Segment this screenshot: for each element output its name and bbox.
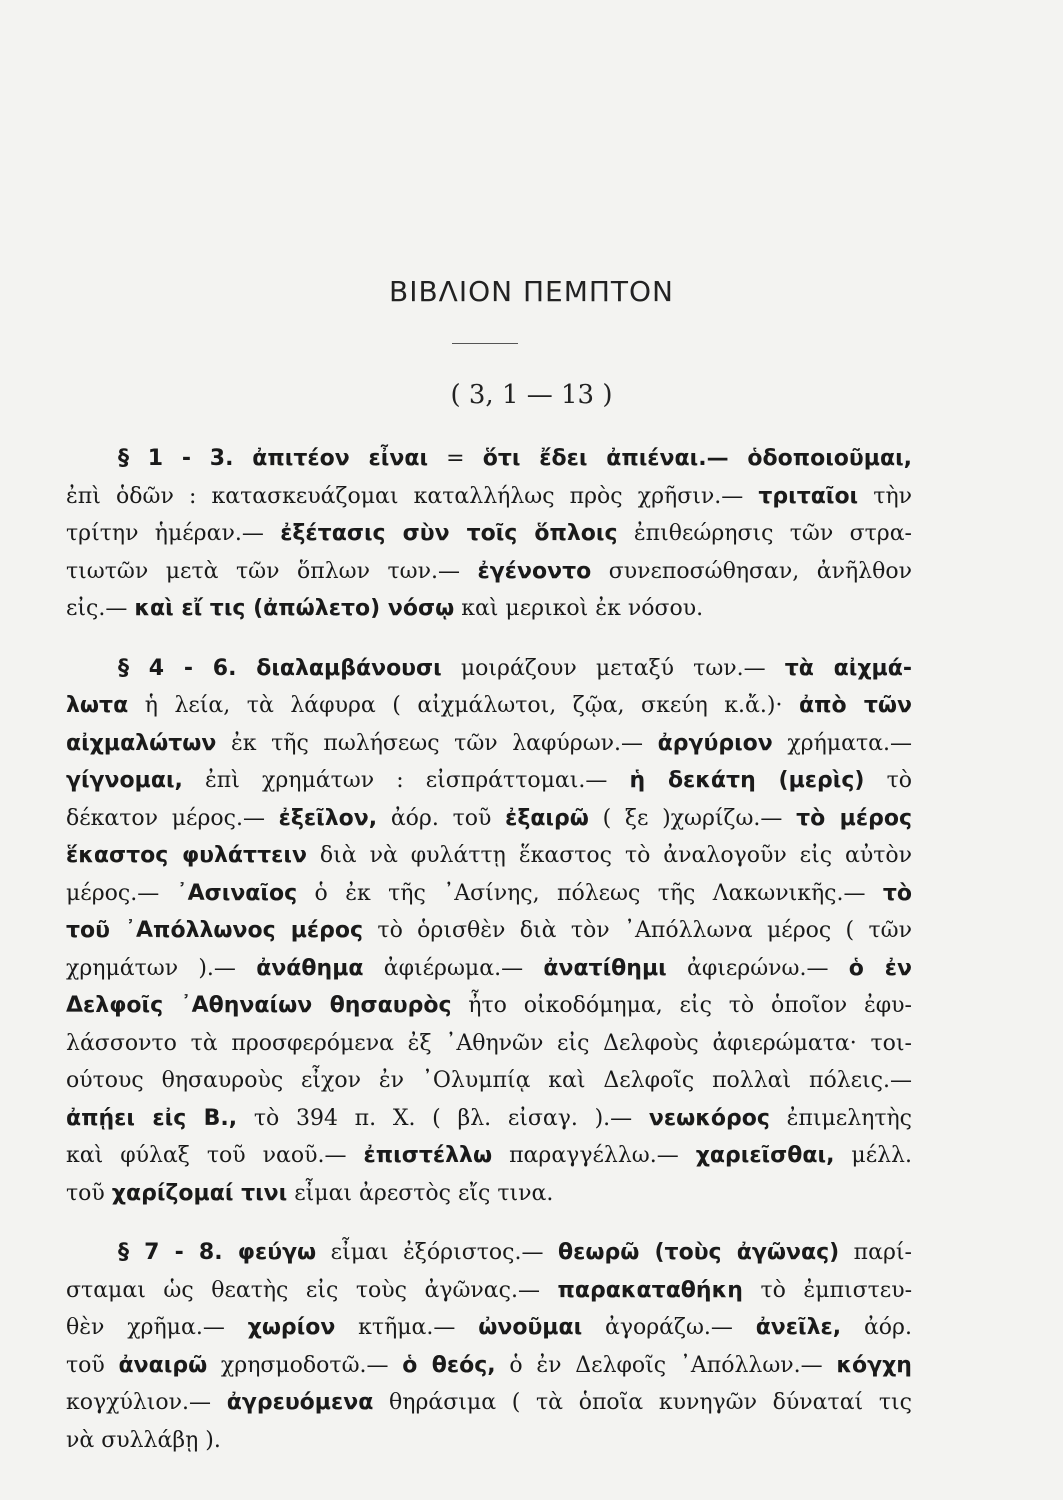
headword: ἐξεῖλον,: [278, 805, 378, 831]
gloss: ἀγοράζω.—: [582, 1315, 756, 1340]
headword: ἀνατίθημι: [543, 955, 667, 981]
headword: ἕκαστος φυλάττειν: [66, 843, 307, 868]
text-line: [66, 1025, 912, 1063]
headword: καὶ εἴ τις (ἀπώλετο) νόσῳ: [134, 596, 455, 621]
headword: Δελφοῖς ᾿Αθηναίων θησαυρὸς: [66, 993, 452, 1018]
headword: νεωκόρος: [648, 1105, 770, 1131]
text-line: [66, 1347, 912, 1385]
gloss: μέλλ.: [834, 1143, 912, 1168]
headword: ᾿Ασιναῖος: [176, 880, 298, 906]
headword: ἐξέτασις σὺν τοῖς ὅπλοις: [280, 521, 618, 546]
text-line: [66, 800, 912, 838]
headword: § 7 - 8. φεύγω: [118, 1240, 317, 1265]
headword: τοῦ ᾿Απόλλωνος μέρος: [66, 918, 364, 943]
text-line: [66, 687, 912, 725]
gloss: εἰς.—: [66, 596, 135, 621]
gloss: κογχύλιον.—: [66, 1390, 227, 1415]
text-line: [66, 1234, 912, 1272]
text-line: [66, 950, 912, 988]
headword: λωτα: [66, 693, 129, 718]
commentary-paragraph: [66, 1234, 912, 1459]
headword: τὸ μέρος: [796, 805, 912, 831]
text-line: [66, 1384, 912, 1422]
headword: ἀγρευόμενα: [226, 1390, 374, 1415]
headword: ἀπὸ τῶν: [799, 693, 912, 718]
headword: § 1 - 3.: [118, 446, 253, 471]
gloss: τιωτῶν μετὰ τῶν ὅπλων των.—: [66, 558, 478, 584]
gloss: μέρος.—: [66, 880, 177, 906]
gloss: χρησμοδοτῶ.—: [207, 1352, 403, 1378]
headword: γίγνομαι,: [66, 768, 183, 793]
gloss: τὸ 394 π. Χ. ( βλ. εἰσαγ. ).—: [237, 1105, 649, 1131]
chapter-range: ( 3, 1 — 13 ): [450, 380, 613, 410]
headword: τὸ: [882, 880, 912, 906]
gloss: μοιράζουν μεταξύ των.—: [441, 655, 785, 681]
gloss: ἐπιμελητὴς: [769, 1105, 912, 1131]
gloss: σταμαι ὡς θεατὴς εἰς τοὺς ἀγῶνας.—: [66, 1277, 558, 1303]
gloss: ούτους θησαυροὺς εἶχον ἐν ᾿Ολυμπίᾳ καὶ Δελφοῖς πολλαὶ πόλεις.—: [66, 1068, 912, 1093]
text-line: [66, 912, 912, 950]
gloss: δέκατον μέρος.—: [66, 805, 279, 831]
gloss: ἀφιέρωμα.—: [363, 955, 544, 981]
text-line: [66, 762, 912, 800]
headword: ὅτι ἔδει ἀπιέναι.— ὁδοποιοῦμαι,: [482, 446, 912, 471]
headword: ἀπῄει εἰς Β.,: [66, 1105, 238, 1131]
text-line: [66, 1137, 912, 1175]
gloss: εἶμαι ἐξόριστος.—: [316, 1240, 558, 1265]
commentary-paragraph: [66, 650, 912, 1213]
gloss: κτῆμα.—: [335, 1315, 479, 1340]
gloss: εἶμαι ἀρεστὸς εἴς τινα.: [287, 1180, 554, 1206]
gloss: ὁ ἐν Δελφοῖς ᾿Απόλλων.—: [495, 1352, 837, 1378]
text-line: [66, 515, 912, 553]
headword: ἀνάθημα: [256, 955, 364, 981]
headword: τὰ αἰχμά-: [784, 655, 912, 681]
gloss: ἐπὶ χρημάτων : εἰσπράττομαι.—: [182, 768, 630, 793]
gloss: παρί-: [839, 1240, 912, 1265]
headword: χωρίον: [247, 1315, 336, 1340]
text-line: [66, 440, 912, 478]
gloss: διὰ νὰ φυλάττῃ ἕκαστος τὸ ἀναλογοῦν εἰς αὐτὸν: [306, 843, 913, 868]
book-title: ΒΙΒΛΙΟΝ ΠΕΜΠΤΟΝ: [388, 275, 675, 308]
headword: ἡ δεκάτη (μερὶς): [629, 768, 865, 793]
headword: ὁ ἐν: [848, 955, 912, 981]
gloss: χρημάτων ).—: [66, 955, 257, 981]
headword: ἀργύριον: [657, 730, 773, 756]
headword: κόγχη: [836, 1352, 912, 1378]
headword: χαριεῖσθαι,: [695, 1143, 835, 1168]
headword: ἐγένοντο: [477, 558, 592, 584]
headword: χαρίζομαί τινι: [111, 1180, 288, 1206]
commentary-text: [66, 440, 912, 1481]
gloss: λάσσοντο τὰ προσφερόμενα ἐξ ᾿Αθηνῶν εἰς Δελφοὺς ἀφιερώματα· τοι-: [66, 1030, 912, 1056]
text-line: [66, 725, 912, 763]
gloss: ἀόρ.: [841, 1315, 912, 1340]
gloss: =: [428, 446, 483, 471]
text-line: [66, 553, 912, 591]
gloss: τοῦ: [66, 1352, 119, 1378]
gloss: ἦτο οἰκοδόμημα, εἰς τὸ ὁποῖον ἐφυ-: [451, 993, 912, 1018]
gloss: θηράσιμα ( τὰ ὁποῖα κυνηγῶν δύναταί τις: [373, 1390, 912, 1415]
text-line: [66, 987, 912, 1025]
gloss: ἀφιερώνω.—: [666, 955, 849, 981]
text-line: [66, 590, 912, 628]
text-line: [66, 837, 912, 875]
gloss: ἀόρ. τοῦ: [377, 805, 506, 831]
gloss: τοῦ: [66, 1180, 112, 1206]
text-line: [66, 1100, 912, 1138]
gloss: ἡ λεία, τὰ λάφυρα ( αἰχμάλωτοι, ζῷα, σκεύη κ.ἄ.)·: [128, 693, 800, 718]
gloss: θὲν χρῆμα.—: [66, 1315, 248, 1340]
headword: ἀπιτέον εἶναι: [252, 446, 429, 471]
headword: θεωρῶ (τοὺς ἀγῶνας): [557, 1240, 840, 1265]
text-line: [66, 1062, 912, 1100]
gloss: καὶ μερικοὶ ἐκ νόσου.: [454, 596, 704, 621]
text-line: [66, 1175, 912, 1213]
gloss: ἐπὶ ὁδῶν : κατασκευάζομαι καταλλήλως πρὸς χρῆσιν.—: [66, 483, 759, 509]
gloss: τὸ ὁρισθὲν διὰ τὸν ᾿Απόλλωνα μέρος ( τῶν: [363, 918, 912, 943]
gloss: τὸ ἐμπιστευ-: [742, 1277, 912, 1303]
gloss: νὰ συλλάβῃ ).: [66, 1427, 221, 1453]
text-line: [66, 478, 912, 516]
headword: ὁ θεός,: [402, 1352, 496, 1378]
headword: παρακαταθήκη: [557, 1277, 743, 1303]
text-line: [66, 875, 912, 913]
text-line: [66, 650, 912, 688]
gloss: ( ξε )χωρίζω.—: [588, 805, 797, 831]
headword: ἐπιστέλλω: [363, 1143, 493, 1168]
gloss: τὴν: [858, 483, 913, 509]
gloss: χρήματα.—: [772, 730, 912, 756]
headword: τριταῖοι: [758, 483, 859, 509]
gloss: τὸ: [864, 768, 912, 793]
headword: ἀναιρῶ: [118, 1352, 208, 1378]
gloss: ὁ ἐκ τῆς ᾿Ασίνης, πόλεως τῆς Λακωνικῆς.—: [297, 880, 883, 906]
gloss: συνεποσώθησαν, ἀνῆλθον: [591, 558, 912, 584]
gloss: καὶ φύλαξ τοῦ ναοῦ.—: [66, 1143, 364, 1168]
headword: § 4 - 6. διαλαμβάνουσι: [118, 655, 442, 681]
headword: ἐξαιρῶ: [505, 805, 589, 831]
gloss: ἐπιθεώρησις τῶν στρα-: [617, 521, 912, 546]
headword: ἀνεῖλε,: [755, 1315, 842, 1340]
text-line: [66, 1309, 912, 1347]
text-line: [66, 1422, 912, 1460]
title-divider: [452, 343, 518, 344]
commentary-paragraph: [66, 440, 912, 628]
headword: ὠνοῦμαι: [478, 1315, 583, 1340]
gloss: τρίτην ἡμέραν.—: [66, 521, 281, 546]
gloss: παραγγέλλω.—: [492, 1143, 696, 1168]
text-line: [66, 1272, 912, 1310]
headword: αἰχμαλώτων: [66, 730, 217, 756]
gloss: ἐκ τῆς πωλήσεως τῶν λαφύρων.—: [216, 730, 658, 756]
